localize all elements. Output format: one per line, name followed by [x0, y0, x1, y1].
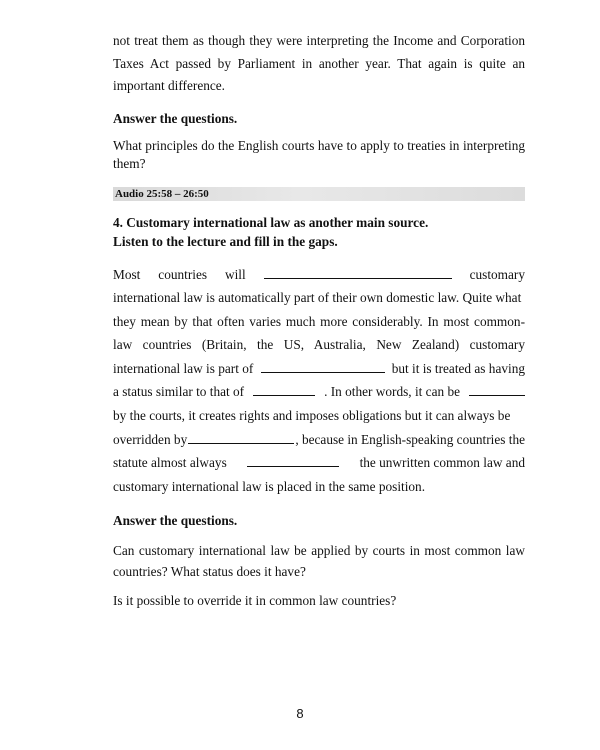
gap-line-9 — [113, 451, 525, 475]
gap-text: , because in English-speaking countries the — [295, 431, 525, 447]
question-1: What principles do the English courts have to apply to treaties in interpreting them? — [113, 137, 525, 171]
gap-line-10: customary international law is placed in the same position. — [113, 478, 426, 494]
answer-heading-1: Answer the questions. — [113, 110, 238, 126]
answer-heading-2: Answer the questions. — [113, 513, 238, 529]
gap-line-3: they mean by that often varies much more considerably. In most common- — [113, 313, 525, 329]
gap-text: Most — [113, 266, 141, 282]
blank-1[interactable] — [264, 268, 452, 279]
section-instruction: Listen to the lecture and fill in the gaps. — [113, 233, 338, 249]
gap-fill-paragraph — [113, 263, 525, 499]
page-number: 8 — [296, 706, 304, 721]
blank-4[interactable] — [469, 385, 525, 396]
gap-line-1 — [113, 263, 525, 287]
blank-3[interactable] — [253, 385, 315, 396]
question-3: Is it possible to override it in common law countries? — [113, 593, 397, 609]
blank-6[interactable] — [247, 456, 339, 467]
intro-paragraph: not treat them as though they were interpreting the Income and Corporation Taxes Act passed by Parliament in another year. That again is quite an important difference. — [113, 33, 525, 93]
gap-text: the unwritten common law and — [359, 455, 525, 471]
section-title: 4. Customary international law as another main source. — [113, 214, 429, 230]
gap-line-7: by the courts, it creates rights and imposes obligations but it can always be — [113, 408, 511, 424]
question-2: Can customary international law be applied by courts in most common law countries? What status does it have? — [113, 543, 525, 580]
gap-text: countries — [158, 266, 208, 282]
gap-text: statute almost always — [113, 455, 227, 471]
gap-text: customary — [469, 266, 525, 282]
gap-line-2: international law is automatically part of their own domestic law. Quite what — [113, 290, 522, 306]
document-page — [113, 30, 525, 610]
gap-text: international law is part of — [113, 360, 254, 376]
gap-line-8 — [113, 428, 525, 452]
gap-line-4: law countries (Britain, the US, Australia, New Zealand) customary — [113, 337, 525, 353]
gap-text: will — [225, 266, 246, 282]
gap-line-5 — [113, 357, 525, 381]
gap-text: overridden by — [113, 431, 188, 447]
gap-text: but it is treated as having — [391, 360, 525, 376]
gap-text: . In other words, it can be — [324, 384, 460, 400]
gap-line-6 — [113, 380, 525, 404]
audio-label: Audio 25:58 – 26:50 — [113, 187, 525, 201]
blank-5[interactable] — [188, 433, 294, 444]
blank-2[interactable] — [261, 362, 385, 373]
gap-text: a status similar to that of — [113, 384, 245, 400]
